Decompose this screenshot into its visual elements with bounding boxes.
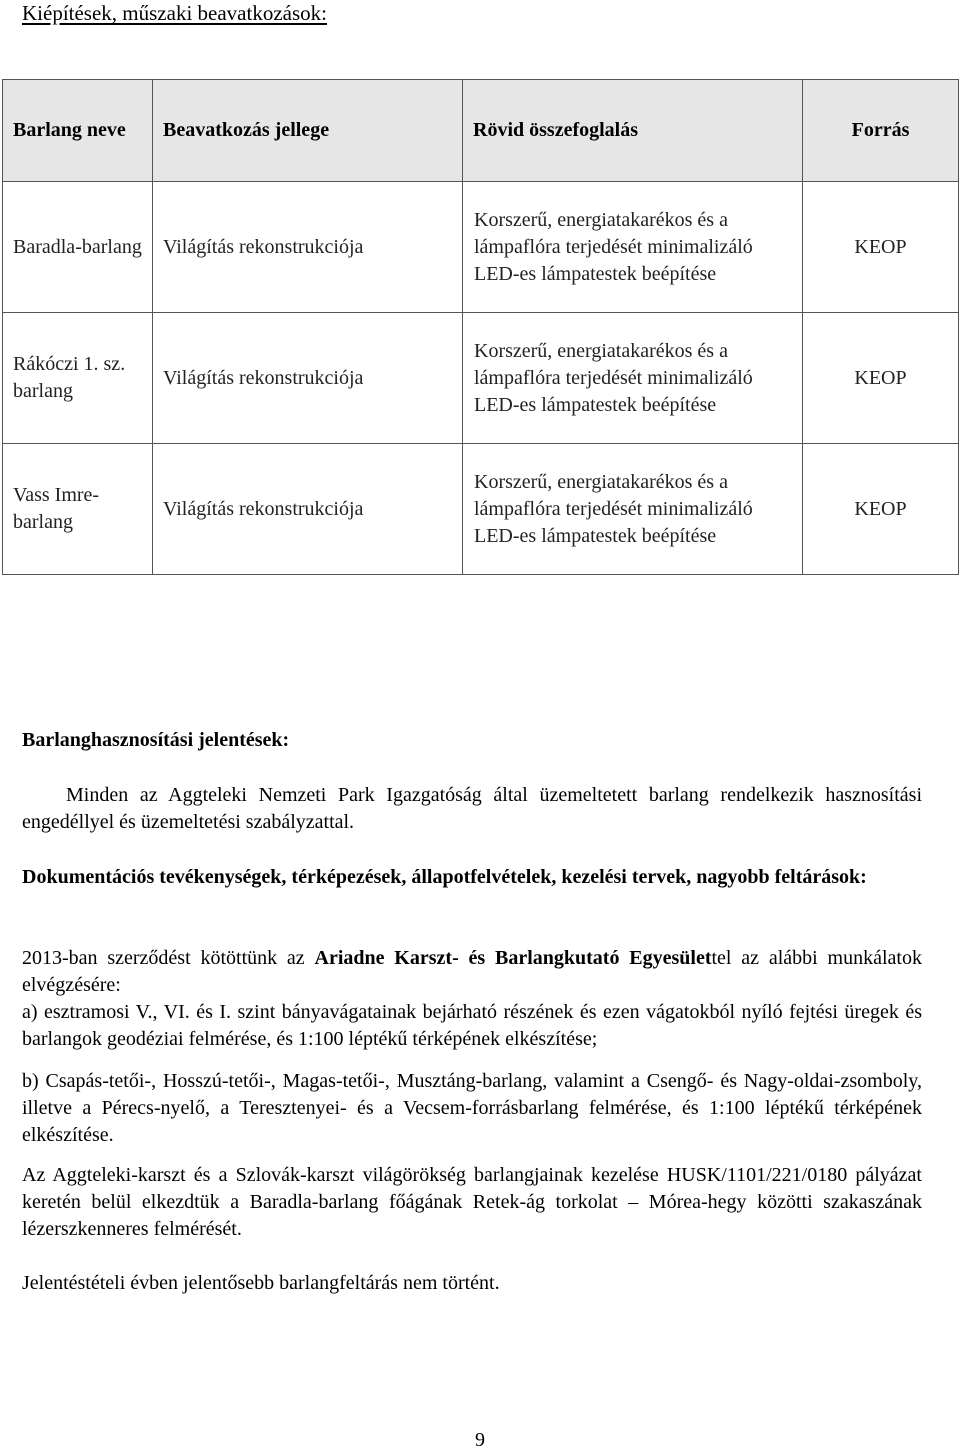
cell-intervention-type: Világítás rekonstrukciója — [153, 444, 463, 575]
table-row — [3, 444, 959, 575]
documentation-item-a: a) esztramosi V., VI. és I. szint bányavágatainak bejárható részének és ezen vágatokból nyíló fejtési üregek és barlangok geodéziai felmérése, és 1:100 léptékű térképének elkészítése; — [22, 1001, 922, 1050]
reports-text: Minden az Aggteleki Nemzeti Park Igazgatóság által üzemeltetett barlang rendelkezik hasznosítási engedéllyel és üzemeltetési szabályzattal. — [22, 784, 922, 833]
documentation-item-b: b) Csapás-tetői-, Hosszú-tetői-, Magas-tetői-, Musztáng-barlang, valamint a Csengő- és Nagy-oldai-zsomboly, illetve a Pérecs-nyelő, a Teresztenyei- és a Vecsem-forrásbarlang felmérése, és 1:100 léptékű térképének elkészítése. — [22, 1070, 922, 1146]
cell-intervention-type: Világítás rekonstrukciója — [153, 182, 463, 313]
table-header-row — [3, 80, 959, 182]
intro-text: 2013-ban szerződést kötöttünk az — [22, 947, 315, 969]
documentation-title: Dokumentációs tevékenységek, térképezések, állapotfelvételek, kezelési tervek, nagyobb feltárások: — [22, 866, 867, 888]
cell-cave-name: Rákóczi 1. sz. barlang — [3, 313, 153, 444]
header-intervention-type: Beavatkozás jellege — [153, 80, 463, 182]
section-heading: Kiépítések, műszaki beavatkozások: — [22, 1, 327, 25]
header-summary: Rövid összefoglalás — [463, 80, 803, 182]
documentation-intro — [22, 945, 922, 999]
association-name: Ariadne Karszt- és Barlangkutató Egyesület — [314, 947, 712, 969]
husk-project-paragraph: Az Aggteleki-karszt és a Szlovák-karszt világörökség barlangjainak kezelése HUSK/1101/221/0180 pályázat keretén belül elkezdtük a Baradla-barlang főágának Retek-ág torkolat – Mórea-hegy közötti szakaszának lézerszkenneres felmérését. — [22, 1164, 922, 1240]
interventions-table — [2, 79, 959, 575]
intro-text-end: tel az alábbi munkálatok elvégzésére: — [22, 947, 922, 996]
cell-cave-name: Baradla-barlang — [3, 182, 153, 313]
table-row — [3, 182, 959, 313]
cell-summary: Korszerű, energiatakarékos és a lámpaflóra terjedését minimalizáló LED-es lámpatestek beépítése — [463, 444, 803, 575]
cell-cave-name: Vass Imre-barlang — [3, 444, 153, 575]
cell-source: KEOP — [803, 444, 959, 575]
table-row — [3, 313, 959, 444]
header-cave-name: Barlang neve — [3, 80, 153, 182]
cell-intervention-type: Világítás rekonstrukciója — [153, 313, 463, 444]
page-number: 9 — [475, 1429, 485, 1451]
cell-summary: Korszerű, energiatakarékos és a lámpaflóra terjedését minimalizáló LED-es lámpatestek beépítése — [463, 313, 803, 444]
cell-source: KEOP — [803, 182, 959, 313]
reports-title: Barlanghasznosítási jelentések: — [22, 729, 290, 751]
closing-paragraph: Jelentéstételi évben jelentősebb barlangfeltárás nem történt. — [22, 1272, 500, 1294]
cell-source: KEOP — [803, 313, 959, 444]
cell-summary: Korszerű, energiatakarékos és a lámpaflóra terjedését minimalizáló LED-es lámpatestek beépítése — [463, 182, 803, 313]
header-source: Forrás — [803, 80, 959, 182]
